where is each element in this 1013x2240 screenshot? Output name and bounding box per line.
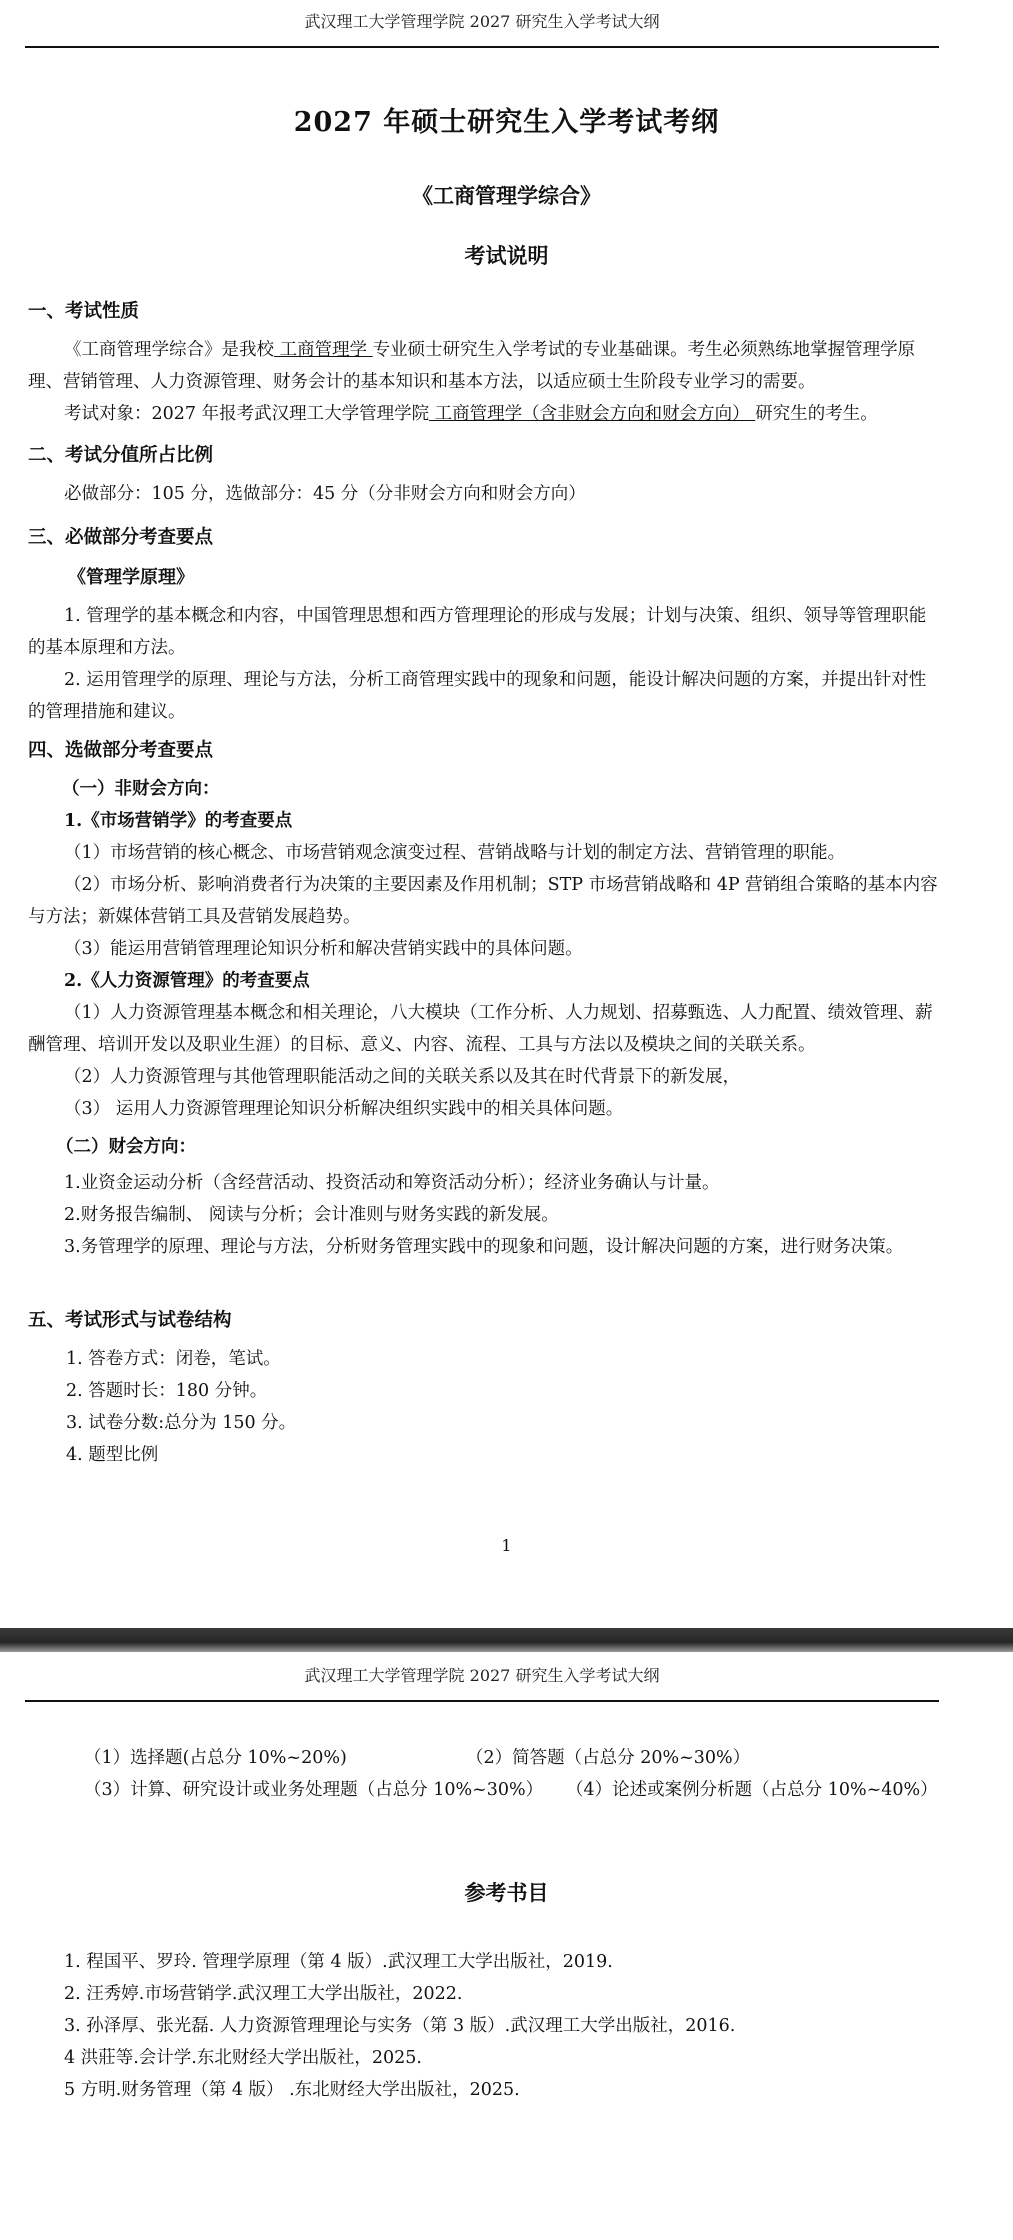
question-types [84, 1742, 964, 1806]
question-type: （3）计算、研究设计或业务处理题（占总分 10%~30%） [84, 1780, 544, 1800]
question-type: （1）选择题(占总分 10%~20%) [84, 1748, 347, 1768]
list-item: 2. 答题时长：180 分钟。 [66, 1381, 268, 1401]
section-3 [28, 522, 938, 728]
page-number: 1 [501, 1536, 512, 1555]
underlined-major: 工商管理学 [274, 340, 373, 360]
paragraph: 1. 管理学的基本概念和内容，中国管理思想和西方管理理论的形成与发展；计划与决策、组织、领导等管理职能的基本原理和方法。 [28, 606, 927, 658]
paragraph: （2）人力资源管理与其他管理职能活动之间的关联关系以及其在时代背景下的新发展， [64, 1067, 741, 1087]
section-4 [28, 735, 938, 1263]
paragraph: （3） 运用人力资源管理理论知识分析解决组织实践中的相关具体问题。 [64, 1099, 624, 1119]
document-title: 2027 年硕士研究生入学考试考纲 [293, 107, 720, 138]
references-list [64, 1946, 964, 2106]
paragraph: 2.财务报告编制、 阅读与分析；会计准则与财务实践的新发展。 [64, 1205, 559, 1225]
reference-item: 4 洪莊等.会计学.东北财经大学出版社，2025. [64, 2048, 422, 2068]
paragraph: 1.业资金运动分析（含经营活动、投资活动和筹资活动分析）；经济业务确认与计量。 [64, 1173, 720, 1193]
section-heading: 一、考试性质 [28, 301, 140, 322]
paragraph: 考试对象：2027 年报考武汉理工大学管理学院 工商管理学（含非财会方向和财会方向） 研究生的考生。 [64, 404, 878, 424]
paragraph: 3.务管理学的原理、理论与方法，分析财务管理实践中的现象和问题，设计解决问题的方案，进行财务决策。 [64, 1237, 904, 1257]
paragraph: （3）能运用营销管理理论知识分析和解决营销实践中的具体问题。 [64, 939, 583, 959]
references-heading: 参考书目 [464, 1880, 549, 1905]
section-heading: 三、必做部分考查要点 [28, 527, 214, 548]
exam-description-heading: 考试说明 [464, 243, 549, 268]
section-1 [28, 296, 938, 430]
reference-item: 5 方明.财务管理（第 4 版） .东北财经大学出版社，2025. [64, 2080, 520, 2100]
paragraph: （1）市场营销的核心概念、市场营销观念演变过程、营销战略与计划的制定方法、营销管理的职能。 [64, 843, 846, 863]
reference-item: 1. 程国平、罗玲. 管理学原理（第 4 版）.武汉理工大学出版社，2019. [64, 1952, 613, 1972]
subsection-title: 2.《人力资源管理》的考查要点 [64, 971, 310, 991]
list-item: 1. 答卷方式：闭卷，笔试。 [66, 1349, 281, 1369]
paragraph: 2. 运用管理学的原理、理论与方法，分析工商管理实践中的现象和问题，能设计解决问题的方案，并提出针对性的管理措施和建议。 [28, 670, 927, 722]
section-heading: 四、选做部分考查要点 [28, 740, 214, 761]
paragraph: （2）市场分析、影响消费者行为决策的主要因素及作用机制；STP 市场营销战略和 4P 营销组合策略的基本内容与方法；新媒体营销工具及营销发展趋势。 [28, 875, 938, 927]
book-title: 《管理学原理》 [68, 567, 194, 588]
paragraph: 必做部分：105 分，选做部分：45 分（分非财会方向和财会方向） [64, 484, 586, 504]
section-heading: 五、考试形式与试卷结构 [28, 1310, 232, 1331]
subsection-heading: （一）非财会方向： [62, 779, 220, 799]
subject-title: 《工商管理学综合》 [412, 183, 601, 208]
underlined-major: 工商管理学（含非财会方向和财会方向） [429, 404, 756, 424]
subsection-heading: （二）财会方向： [56, 1137, 196, 1157]
section-2 [28, 440, 938, 510]
document-page-2 [0, 1652, 1013, 2240]
page-header: 武汉理工大学管理学院 2027 研究生入学考试大纲 [25, 6, 939, 48]
question-type: （2）简答题（占总分 20%~30%） [466, 1748, 751, 1768]
page-header: 武汉理工大学管理学院 2027 研究生入学考试大纲 [25, 1660, 939, 1702]
subsection-title: 1.《市场营销学》的考查要点 [64, 811, 293, 831]
reference-item: 3. 孙泽厚、张光磊. 人力资源管理理论与实务（第 3 版）.武汉理工大学出版社，2016. [64, 2016, 736, 2036]
paragraph: （1）人力资源管理基本概念和相关理论，八大模块（工作分析、人力规划、招募甄选、人力配置、绩效管理、薪酬管理、培训开发以及职业生涯）的目标、意义、内容、流程、工具与方法以及模块之间的关联关系。 [28, 1003, 933, 1055]
section-heading: 二、考试分值所占比例 [28, 445, 214, 466]
list-item: 3. 试卷分数:总分为 150 分。 [66, 1413, 297, 1433]
reference-item: 2. 汪秀婷.市场营销学.武汉理工大学出版社，2022. [64, 1984, 463, 2004]
section-5 [28, 1305, 938, 1471]
page-separator [0, 1628, 1013, 1652]
list-item: 4. 题型比例 [66, 1445, 159, 1465]
paragraph: 《工商管理学综合》是我校 工商管理学 专业硕士研究生入学考试的专业基础课。考生必须熟练地掌握管理学原理、营销管理、人力资源管理、财务会计的基本知识和基本方法，以适应硕士生阶段专业学习的需要。 [28, 340, 916, 392]
question-type: （4）论述或案例分析题（占总分 10%~40%） [566, 1780, 938, 1800]
